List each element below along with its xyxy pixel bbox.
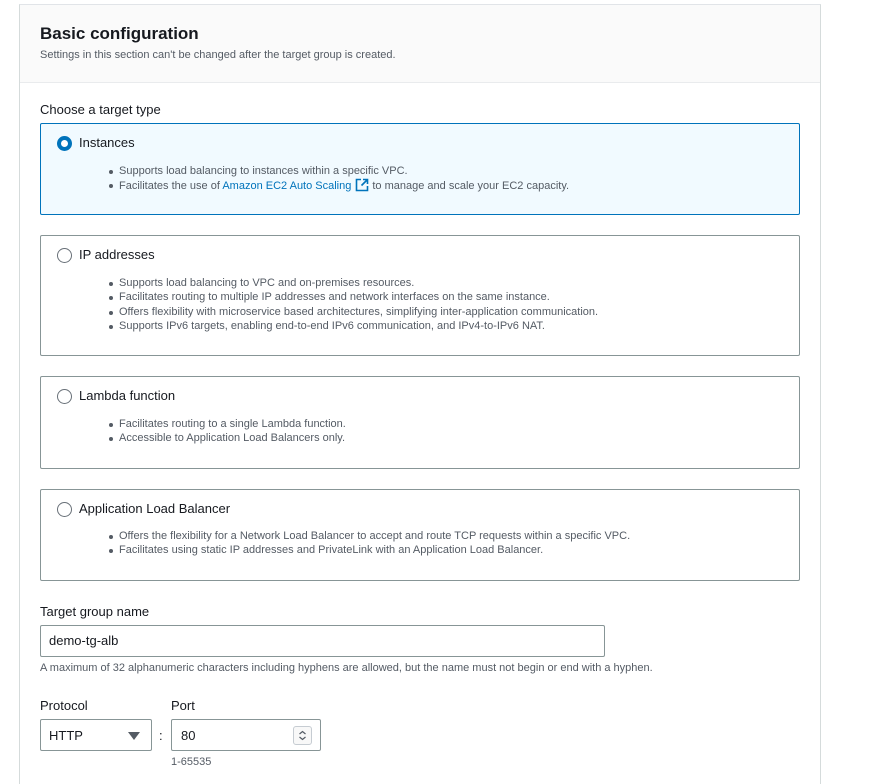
list-item: Supports load balancing to instances within a specific VPC. (109, 164, 569, 178)
ip-addresses-bullets (109, 276, 598, 333)
target-type-instances-tile[interactable] (40, 123, 800, 215)
port-range-hint: 1-65535 (171, 756, 212, 768)
list-item: Supports IPv6 targets, enabling end-to-end IPv6 communication, and IPv4-to-IPv6 NAT. (109, 319, 598, 333)
external-link-icon[interactable] (355, 178, 369, 192)
list-item: Accessible to Application Load Balancers only. (109, 431, 346, 445)
spinner-arrows-icon (294, 727, 311, 744)
port-input[interactable] (171, 719, 321, 751)
instances-bullets (109, 164, 569, 194)
instances-title: Instances (79, 135, 135, 150)
protocol-value: HTTP (49, 728, 83, 743)
target-type-alb-tile[interactable] (40, 489, 800, 581)
list-item (109, 178, 569, 193)
instances-radio[interactable] (57, 136, 72, 151)
section-description: Settings in this section can't be changed after the target group is created. (40, 49, 396, 61)
ec2-auto-scaling-link[interactable]: Amazon EC2 Auto Scaling (222, 180, 352, 193)
list-item: Supports load balancing to VPC and on-premises resources. (109, 276, 598, 290)
lambda-radio[interactable] (57, 389, 72, 404)
protocol-label: Protocol (40, 698, 88, 713)
panel-header (20, 5, 820, 83)
list-item: Facilitates routing to multiple IP addresses and network interfaces on the same instance. (109, 290, 598, 304)
port-label: Port (171, 698, 195, 713)
ip-addresses-title: IP addresses (79, 247, 155, 262)
up-down-chevron-icon[interactable] (293, 726, 312, 745)
caret-down-icon (128, 732, 140, 740)
list-item: Offers the flexibility for a Network Load Balancer to accept and route TCP requests within a specific VPC. (109, 529, 630, 543)
port-value: 80 (181, 728, 196, 743)
alb-bullets (109, 529, 630, 558)
ip-addresses-radio[interactable] (57, 248, 72, 263)
alb-title: Application Load Balancer (79, 501, 231, 516)
target-type-ip-addresses-tile[interactable] (40, 235, 800, 356)
alb-radio[interactable] (57, 502, 72, 517)
lambda-title: Lambda function (79, 388, 176, 403)
target-type-label: Choose a target type (40, 102, 161, 117)
target-group-name-label: Target group name (40, 604, 150, 619)
section-title: Basic configuration (40, 24, 199, 43)
protocol-select[interactable] (40, 719, 152, 751)
list-item: Facilitates routing to a single Lambda function. (109, 417, 346, 431)
list-item: Facilitates using static IP addresses and PrivateLink with an Application Load Balancer. (109, 543, 630, 557)
list-item: Offers flexibility with microservice based architectures, simplifying inter-application communication. (109, 305, 598, 319)
target-group-name-hint: A maximum of 32 alphanumeric characters including hyphens are allowed, but the name must not begin or end with a hyphen. (40, 662, 653, 674)
target-group-name-input[interactable]: demo-tg-alb (40, 625, 605, 657)
protocol-port-separator: : (159, 728, 163, 743)
lambda-bullets (109, 417, 346, 446)
bullet-text-suffix: to manage and scale your EC2 capacity. (372, 180, 570, 193)
target-type-lambda-tile[interactable] (40, 376, 800, 469)
bullet-text: Facilitates the use of (119, 180, 220, 193)
